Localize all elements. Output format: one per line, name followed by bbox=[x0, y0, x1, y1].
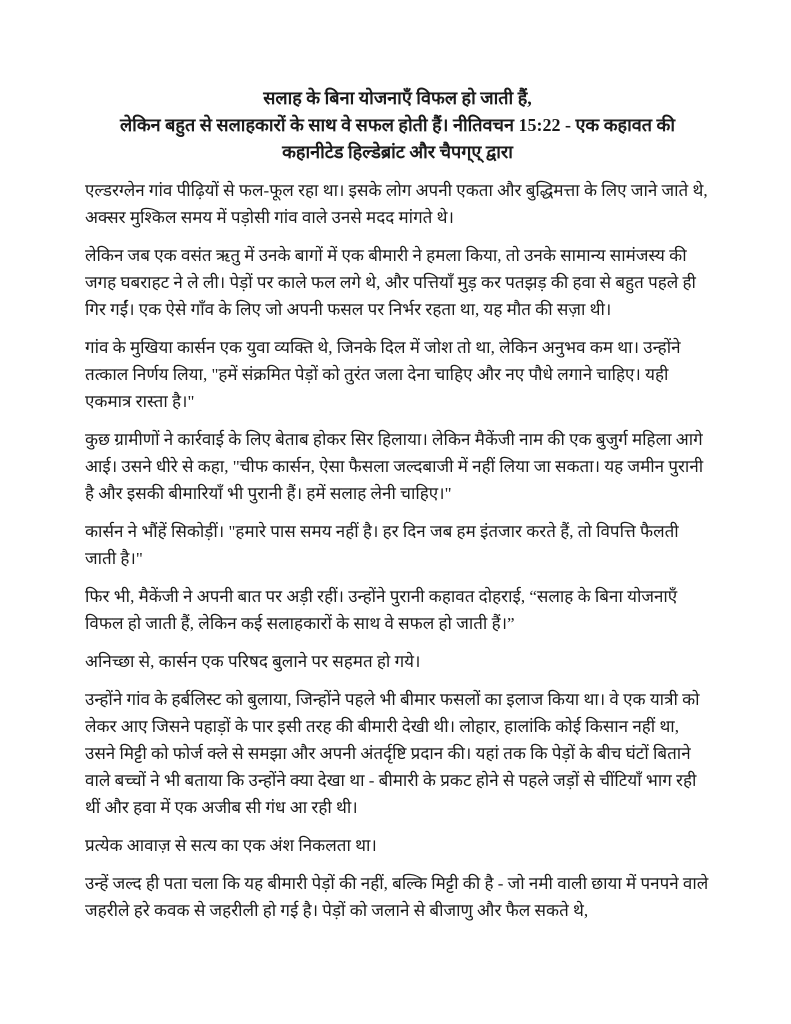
title-line-2: लेकिन बहुत से सलाहकारों के साथ वे सफल होती हैं। नीतिवचन 15:22 - एक कहावत की bbox=[119, 115, 676, 135]
title-line-1: सलाह के बिना योजनाएँ विफल हो जाती हैं, bbox=[263, 88, 532, 108]
paragraph-2: लेकिन जब एक वसंत ऋतु में उनके बागों में एक बीमारी ने हमला किया, तो उनके सामान्य सामंजस्य की जगह घबराहट ने ले ली। पेड़ों पर काले फल लगे थे, और पत्तियाँ मुड़ कर पतझड़ की हवा से बहुत पहले ही गिर गईं। एक ऐसे गाँव के लिए जो अपनी फसल पर निर्भर रहता था, यह मौत की सज़ा थी। bbox=[85, 246, 696, 319]
paragraph-1: एल्डरग्लेन गांव पीढ़ियों से फल-फूल रहा था। इसके लोग अपनी एकता और बुद्धिमत्ता के लिए जाने जाते थे, अक्सर मुश्किल समय में पड़ोसी गांव वाले उनसे मदद मांगते थे। bbox=[85, 181, 708, 227]
paragraph-7: अनिच्छा से, कार्सन एक परिषद बुलाने पर सहमत हो गये। bbox=[85, 652, 421, 671]
document-title bbox=[85, 85, 710, 166]
paragraph-9: प्रत्येक आवाज़ से सत्य का एक अंश निकलता था। bbox=[85, 836, 377, 855]
paragraph-5: कार्सन ने भौंहें सिकोड़ीं। "हमारे पास समय नहीं है। हर दिन जब हम इंतजार करते हैं, तो विपत्ति फैलती जाती है।" bbox=[85, 522, 679, 568]
document-body bbox=[85, 177, 710, 924]
paragraph-8: उन्होंने गांव के हर्बलिस्ट को बुलाया, जिन्होंने पहले भी बीमार फसलों का इलाज किया था। वे एक यात्री को लेकर आए जिसने पहाड़ों के पार इसी तरह की बीमारी देखी थी। लोहार, हालांकि कोई किसान नहीं था, उसने मिट्टी को फोर्ज क्ले से समझा और अपनी अंतर्दृष्टि प्रदान की। यहां तक कि पेड़ों के बीच घंटों बिताने वाले बच्चों ने भी बताया कि उन्होंने क्या देखा था - बीमारी के प्रकट होने से पहले जड़ों से चींटियाँ भाग रही थीं और हवा में एक अजीब सी गंध आ रही थी। bbox=[85, 690, 700, 817]
paragraph-10: उन्हें जल्द ही पता चला कि यह बीमारी पेड़ों की नहीं, बल्कि मिट्टी की है - जो नमी वाली छाया में पनपने वाले जहरीले हरे कवक से जहरीली हो गई है। पेड़ों को जलाने से बीजाणु और फैल सकते थे, bbox=[85, 874, 709, 920]
paragraph-6: फिर भी, मैकेंजी ने अपनी बात पर अड़ी रहीं। उन्होंने पुरानी कहावत दोहराई, “सलाह के बिना योजनाएँ विफल हो जाती हैं, लेकिन कई सलाहकारों के साथ वे सफल हो जाती हैं।” bbox=[85, 587, 678, 633]
title-line-3: कहानीटेड हिल्डेब्रांट और चैपग्ए् द्वारा bbox=[282, 142, 513, 162]
paragraph-4: कुछ ग्रामीणों ने कार्रवाई के लिए बेताब होकर सिर हिलाया। लेकिन मैकेंजी नाम की एक बुजुर्ग महिला आगे आई। उसने धीरे से कहा, "चीफ कार्सन, ऐसा फैसला जल्दबाजी में नहीं लिया जा सकता। यह जमीन पुरानी है और इसकी बीमारियाँ भी पुरानी हैं। हमें सलाह लेनी चाहिए।" bbox=[85, 430, 704, 503]
paragraph-3: गांव के मुखिया कार्सन एक युवा व्यक्ति थे, जिनके दिल में जोश तो था, लेकिन अनुभव कम था। उन्होंने तत्काल निर्णय लिया, "हमें संक्रमित पेड़ों को तुरंत जला देना चाहिए और नए पौधे लगाने चाहिए। यही एकमात्र रास्ता है।" bbox=[85, 338, 681, 411]
